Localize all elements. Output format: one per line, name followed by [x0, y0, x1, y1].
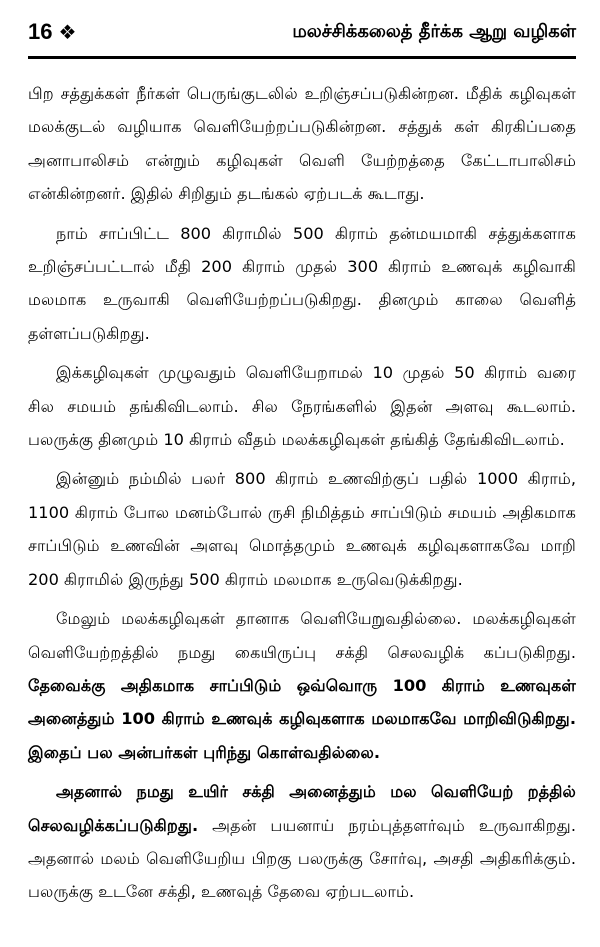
page-number: 16 — [28, 19, 53, 44]
paragraph-6-text: அதன் பயனாய் நரம்புத்தளர்வும் உருவாகிறது. அதனால் மலம் வெளியேறிய பிறகு பலருக்கு சோர்வு, அசதி அதிகரிக்கும். பலருக்கு உடனே சக்தி, உணவுத் தேவை ஏற்படலாம். — [28, 815, 576, 902]
paragraph-5-text: மேலும் மலக்கழிவுகள் தானாக வெளியேறுவதில்லை. மலக்கழிவுகள் வெளியேற்றத்தில் நமது கையிருப்பு சக்தி செலவழிக் கப்படுகிறது. — [28, 609, 576, 662]
paragraph-3-text: இக்கழிவுகள் முழுவதும் வெளியேறாமல் 10 முதல் 50 கிராம் வரை சில சமயம் தங்கிவிடலாம். சில நேரங்களில் இதன் அளவு கூடலாம். பலருக்கு தினமும் 10 கிராம் வீதம் மலக்கழிவுகள் தங்கித் தேங்கிவிடலாம். — [28, 363, 576, 450]
paragraph-4 — [28, 462, 576, 596]
paragraph-6 — [28, 775, 576, 909]
paragraph-2 — [28, 217, 576, 351]
header-rule — [28, 56, 576, 59]
diamond-ornament-icon: ❖ — [58, 20, 77, 44]
paragraph-6-bold-text: அதனால் நமது உயிர் சக்தி அனைத்தும் மல வெளியேற் றத்தில் செலவழிக்கப்படுகிறது. — [28, 782, 576, 835]
body-text — [28, 77, 576, 909]
paragraph-3 — [28, 356, 576, 456]
paragraph-1 — [28, 77, 576, 211]
paragraph-5-bold-text: தேவைக்கு அதிகமாக சாப்பிடும் ஒவ்வொரு 100 கிராம் உணவுகள் அனைத்தும் 100 கிராம் உணவுக் கழிவுகளாக மலமாகவே மாறிவிடுகிறது. இதைப் பல அன்பர்கள் புரிந்து கொள்வதில்லை. — [28, 675, 576, 762]
page-header — [28, 14, 576, 50]
running-title: மலச்சிக்கலைத் தீர்க்க ஆறு வழிகள் — [292, 20, 576, 42]
paragraph-2-text: நாம் சாப்பிட்ட 800 கிராமில் 500 கிராம் தன்மயமாகி சத்துக்களாக உறிஞ்சப்பட்டால் மீதி 200 கிராம் முதல் 300 கிராம் உணவுக் கழிவாகி மலமாக உருவாகி வெளியேற்றப்படுகிறது. தினமும் காலை வெளித் தள்ளப்படுகிறது. — [28, 223, 576, 343]
paragraph-1-text: பிற சத்துக்கள் நீர்கள் பெருங்குடலில் உறிஞ்சப்படுகின்றன. மீதிக் கழிவுகள் மலக்குடல் வழியாக வெளியேற்றப்படுகின்றன. சத்துக் கள் கிரகிப்பதை அனாபாலிசம் என்றும் கழிவுகள் வெளி யேற்றத்தை கேட்டாபாலிசம் என்கின்றனர். இதில் சிறிதும் தடங்கல் ஏற்படக் கூடாது. — [28, 84, 576, 204]
paragraph-5 — [28, 602, 576, 769]
page-number-group — [28, 19, 76, 45]
paragraph-4-text: இன்னும் நம்மில் பலர் 800 கிராம் உணவிற்குப் பதில் 1000 கிராம், 1100 கிராம் போல மனம்போல் ருசி நிமித்தம் சாப்பிடும் சமயம் அதிகமாக சாப்பிடும் உணவின் அளவு மொத்தமும் உணவுக் கழிவுகளாகவே மாறி 200 கிராமில் இருந்து 500 கிராம் மலமாக உருவெடுக்கிறது. — [28, 469, 576, 589]
